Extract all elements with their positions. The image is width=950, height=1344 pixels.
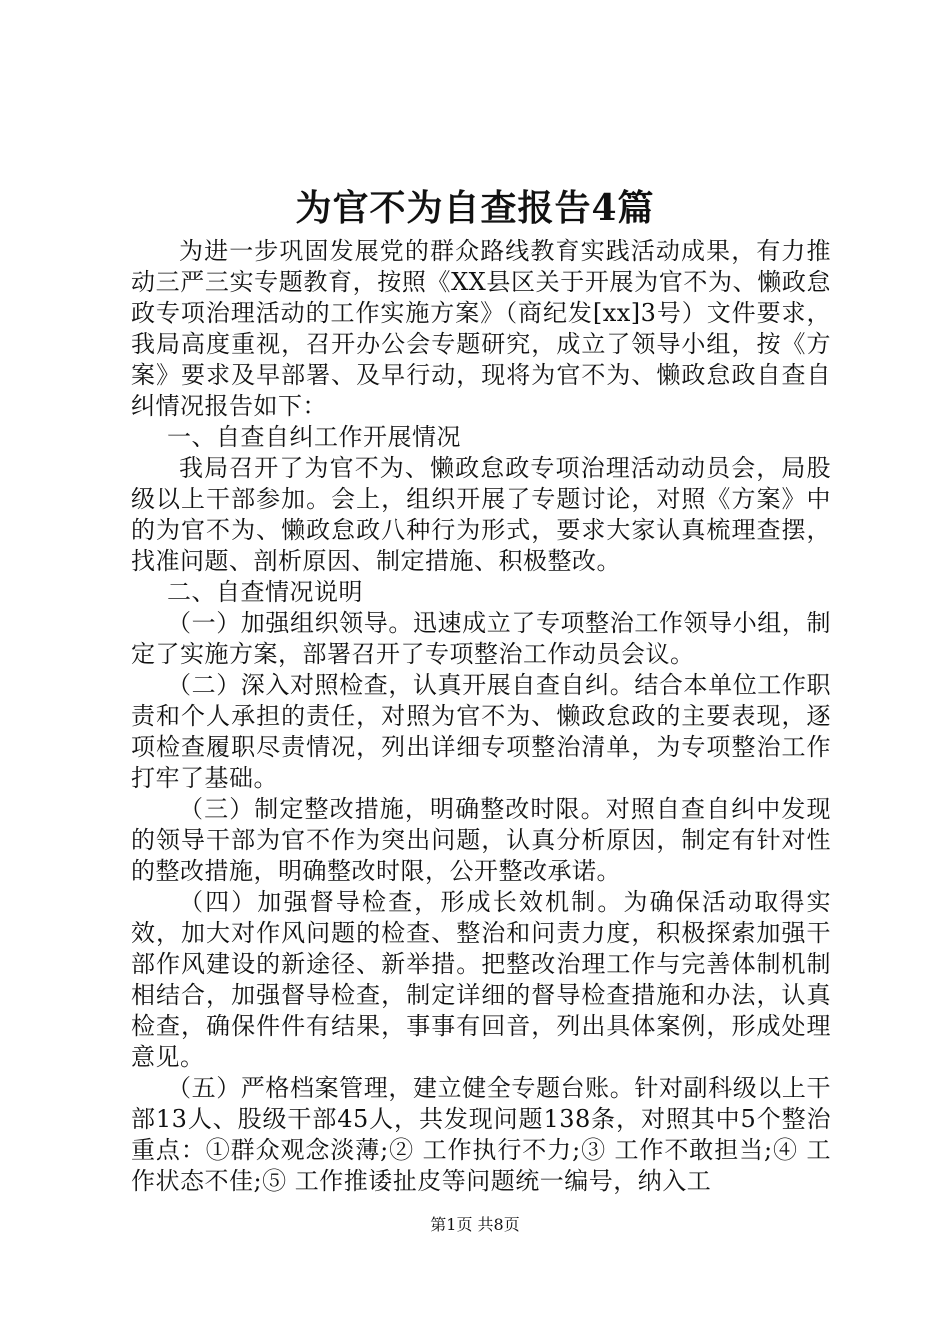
page-title: 为官不为自查报告4篇 (295, 187, 655, 229)
section-1-paragraph: 我局召开了为官不为、懒政怠政专项治理活动动员会，局股级以上干部参加。会上，组织开展了专题讨论，对照《方案》中的为官不为、懒政怠政八种行为形式，要求大家认真梳理查摆，找准问题、剖析原因、制定措施、积极整改。 (131, 454, 831, 575)
intro-paragraph: 为进一步巩固发展党的群众路线教育实践活动成果，有力推动三严三实专题教育，按照《XX县区关于开展为官不为、懒政怠政专项治理活动的工作实施方案》（商纪发[xx]3号）文件要求，我局高度重视，召开办公会专题研究，成立了领导小组，按《方案》要求及早部署、及早行动，现将为官不为、懒政怠政自查自纠情况报告如下： (131, 237, 831, 420)
item-3-paragraph: （三）制定整改措施，明确整改时限。对照自查自纠中发现的领导干部为官不作为突出问题，认真分析原因，制定有针对性的整改措施，明确整改时限，公开整改承诺。 (131, 795, 831, 885)
document-body (131, 236, 831, 1197)
item-5-paragraph: （五）严格档案管理，建立健全专题台账。针对副科级以上干部13人、股级干部45人，共发现问题138条，对照其中5个整治重点：①群众观念淡薄;② 工作执行不力;③ 工作不敢担当;④ 工作状态不佳;⑤ 工作推诿扯皮等问题统一编号，纳入工 (131, 1074, 831, 1195)
item-4-paragraph: （四）加强督导检查，形成长效机制。为确保活动取得实效，加大对作风问题的检查、整治和问责力度，积极探索加强干部作风建设的新途径、新举措。把整改治理工作与完善体制机制相结合，加强督导检查，制定详细的督导检查措施和办法，认真检查，确保件件有结果，事事有回音，列出具体案例，形成处理意见。 (131, 888, 831, 1071)
page-footer: 第1页 共8页 (430, 1215, 520, 1234)
section-heading-2: 二、自查情况说明 (167, 578, 363, 606)
section-heading-1: 一、自查自纠工作开展情况 (167, 423, 461, 451)
item-1-paragraph: （一）加强组织领导。迅速成立了专项整治工作领导小组，制定了实施方案，部署召开了专项整治工作动员会议。 (131, 609, 831, 668)
item-2-paragraph: （二）深入对照检查，认真开展自查自纠。结合本单位工作职责和个人承担的责任，对照为官不为、懒政怠政的主要表现，逐项检查履职尽责情况，列出详细专项整治清单，为专项整治工作打牢了基础。 (131, 671, 831, 792)
